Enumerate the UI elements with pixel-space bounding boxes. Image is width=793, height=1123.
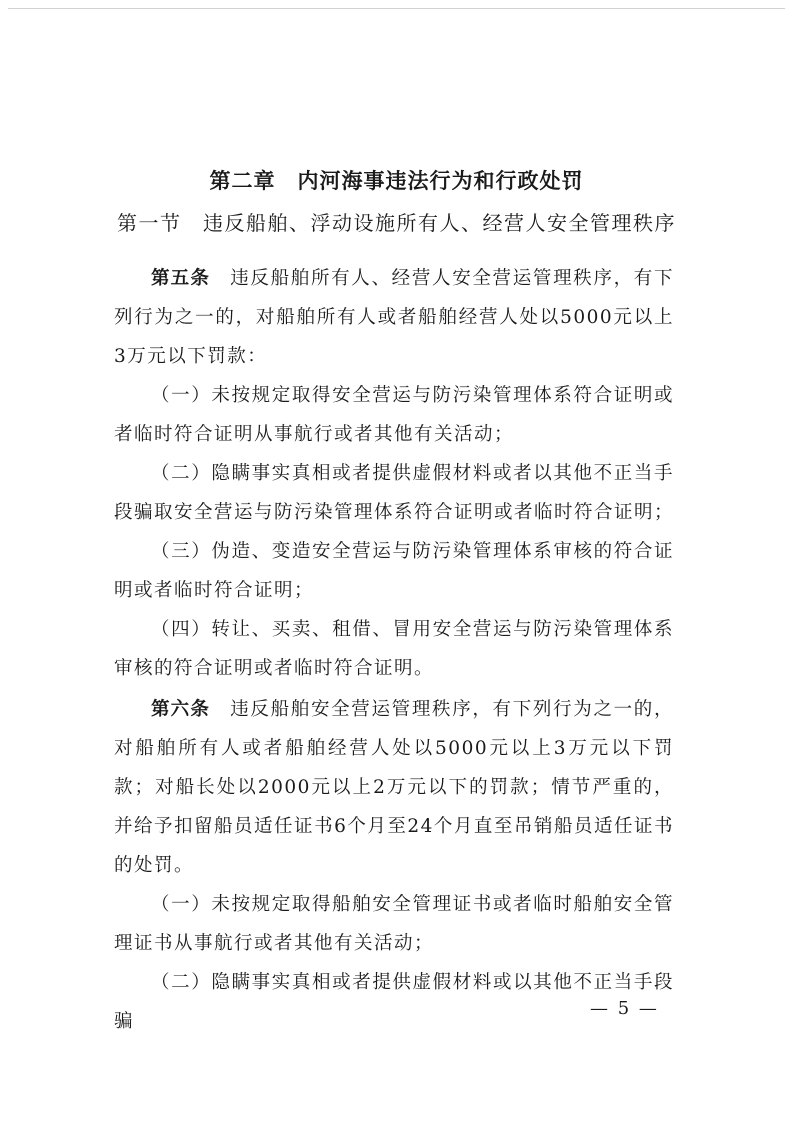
document-body [114, 257, 674, 1041]
chapter-title: 第二章 内河海事违法行为和行政处罚 [209, 168, 584, 193]
article-5-item-4: （四）转让、买卖、租借、冒用安全营运与防污染管理体系审核的符合证明或者临时符合证明。 [114, 619, 674, 679]
article-6-item-2: （二）隐瞒事实真相或者提供虚假材料或以其他不正当手段骗 [114, 972, 674, 1032]
article-5-paragraph [114, 259, 674, 376]
article-5-label: 第五条 [151, 268, 211, 289]
article-5-item-3: （三）伪造、变造安全营运与防污染管理体系审核的符合证明或者临时符合证明； [114, 541, 674, 601]
article-6-text: 违反船舶安全营运管理秩序，有下列行为之一的，对船舶所有人或者船舶经营人处以5000元以上3万元以下罚款；对船长处以2000元以上2万元以下的罚款；情节严重的，并给予扣留船员适任证书6个月至24个月直至吊销船员适任证书的处罚。 [114, 699, 674, 876]
article-5-text: 违反船舶所有人、经营人安全营运管理秩序，有下列行为之一的，对船舶所有人或者船舶经营人处以5000元以上3万元以下罚款： [114, 268, 674, 367]
article-5-item-2: （二）隐瞒事实真相或者提供虚假材料或者以其他不正当手段骗取安全营运与防污染管理体系符合证明或者临时符合证明； [114, 463, 675, 523]
article-5-item-1: （一）未按规定取得安全营运与防污染管理体系符合证明或者临时符合证明从事航行或者其他有关活动； [114, 385, 674, 445]
article-6-item-1: （一）未按规定取得船舶安全管理证书或者临时船舶安全管理证书从事航行或者其他有关活动； [114, 894, 674, 954]
page-number: — 5 — [590, 998, 659, 1019]
article-6-label: 第六条 [151, 699, 211, 720]
section-title: 第一节 违反船舶、浮动设施所有人、经营人安全管理秩序 [117, 211, 676, 235]
article-6-paragraph [114, 690, 674, 885]
